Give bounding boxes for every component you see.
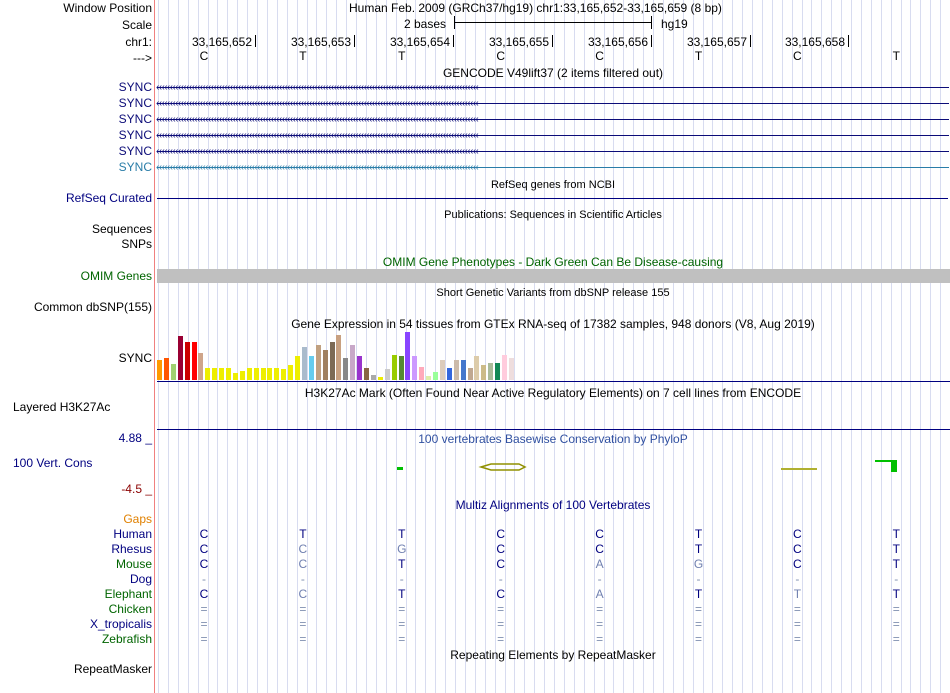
gtex-tissue-bar[interactable] (447, 368, 452, 380)
h3k27ac-baseline (157, 429, 950, 430)
gtex-tissue-bar[interactable] (233, 373, 238, 380)
coord-tick (453, 35, 454, 47)
coord-tick (255, 35, 256, 47)
alignment-base: T (694, 542, 703, 556)
alignment-base: T (892, 527, 900, 541)
coord-label: 33,165,656 (587, 35, 648, 49)
gtex-tissue-bar[interactable] (212, 368, 217, 380)
alignment-base: - (894, 572, 899, 586)
scale-bar (454, 22, 652, 23)
gtex-tissue-bar[interactable] (426, 376, 431, 380)
gtex-tissue-bar[interactable] (433, 372, 438, 380)
alignment-base: = (892, 602, 900, 616)
bases-arrow-label: ---> (133, 51, 152, 65)
coord-tick (552, 35, 553, 47)
gtex-tissue-bar[interactable] (164, 358, 169, 380)
alignment-base: = (596, 617, 604, 631)
alignment-base: = (596, 632, 604, 646)
alignment-base: T (793, 587, 802, 601)
gtex-tissue-bar[interactable] (495, 363, 500, 380)
gtex-tissue-bar[interactable] (336, 335, 341, 380)
alignment-base: = (398, 632, 406, 646)
coord-label: 33,165,652 (191, 35, 252, 49)
alignment-base: - (202, 572, 206, 586)
gtex-tissue-bar[interactable] (399, 356, 404, 380)
coord-tick (848, 35, 849, 47)
dbsnp-track-title[interactable]: Short Genetic Variants from dbSNP release 155 (436, 287, 670, 299)
scale-label[interactable]: Scale (121, 18, 152, 32)
omim-label[interactable]: OMIM Genes (80, 269, 152, 283)
repeatmasker-track-title[interactable]: Repeating Elements by RepeatMasker (450, 648, 656, 662)
scale-bar-right-tick (651, 16, 652, 29)
gtex-tissue-bar[interactable] (192, 342, 197, 380)
gtex-tissue-bar[interactable] (468, 368, 473, 380)
species-label[interactable]: Chicken (108, 602, 152, 616)
gtex-tissue-bar[interactable] (254, 368, 259, 380)
gtex-tissue-bar[interactable] (226, 368, 231, 380)
gtex-tissue-bar[interactable] (364, 368, 369, 380)
gtex-tissue-bar[interactable] (378, 377, 383, 380)
publications-track-title[interactable]: Publications: Sequences in Scientific Articles (444, 209, 662, 221)
coord-tick (750, 35, 751, 47)
gtex-tissue-bar[interactable] (509, 358, 514, 380)
gtex-tissue-bar[interactable] (247, 368, 252, 380)
dbsnp-label[interactable]: Common dbSNP(155) (33, 300, 152, 314)
gtex-tissue-bar[interactable] (454, 360, 459, 380)
alignment-base: T (694, 587, 703, 601)
species-label[interactable]: Dog (129, 572, 152, 586)
gtex-tissue-bar[interactable] (157, 360, 162, 380)
species-label[interactable]: Rhesus (111, 542, 152, 556)
alignment-base: - (300, 572, 305, 586)
alignment-base: A (595, 587, 604, 601)
alignment-base: T (892, 587, 900, 601)
gtex-tissue-bar[interactable] (330, 342, 335, 380)
alignment-base: T (398, 557, 406, 571)
phylop-track-title[interactable]: 100 vertebrates Basewise Conservation by PhyloP (418, 432, 688, 446)
gtex-tissue-bar[interactable] (461, 360, 466, 380)
refseq-label[interactable]: RefSeq Curated (65, 191, 152, 205)
species-label[interactable]: Mouse (115, 557, 152, 571)
coord-label: 33,165,655 (488, 35, 549, 49)
alignment-base: C (199, 527, 209, 541)
alignment-base: = (200, 617, 208, 631)
alignment-base: C (793, 557, 802, 571)
gencode-sync-label[interactable]: SYNC (118, 80, 152, 94)
alignment-base: = (694, 632, 702, 646)
strand-arrows: ‹‹‹‹‹‹‹‹‹‹‹‹‹‹‹‹‹‹‹‹‹‹‹‹‹‹‹‹‹‹‹‹‹‹‹‹‹‹‹‹‹‹‹‹‹‹‹‹‹‹‹‹‹‹‹‹‹‹‹‹‹‹‹‹‹‹‹‹‹‹‹‹‹‹‹‹‹‹‹‹‹‹‹‹‹‹‹‹‹‹‹‹‹‹‹‹‹‹‹‹‹‹‹‹‹‹‹‹‹‹‹‹‹‹‹‹‹‹ (156, 162, 479, 173)
gencode-sync-label[interactable]: SYNC (118, 160, 152, 174)
gtex-tissue-bar[interactable] (171, 364, 176, 380)
gtex-tissue-bar[interactable] (281, 369, 286, 380)
alignment-base: = (299, 617, 307, 631)
gtex-tissue-bar[interactable] (198, 353, 203, 380)
alignment-base: = (200, 632, 208, 646)
gtex-tissue-bar[interactable] (440, 360, 445, 380)
gtex-tissue-bar[interactable] (419, 367, 424, 380)
alignment-base: C (199, 587, 209, 601)
window-position-label[interactable]: Window Position (63, 1, 152, 15)
gencode-sync-label[interactable]: SYNC (118, 112, 152, 126)
species-label[interactable]: Human (113, 527, 152, 541)
base-letter: T (299, 49, 307, 63)
gtex-tissue-bar[interactable] (316, 345, 321, 380)
gencode-sync-label[interactable]: SYNC (118, 96, 152, 110)
scale-assembly: hg19 (661, 17, 688, 31)
alignment-base: = (497, 632, 505, 646)
base-letter: C (793, 49, 802, 63)
alignment-base: T (694, 527, 703, 541)
coord-label: 33,165,657 (686, 35, 747, 49)
gtex-tissue-bar[interactable] (288, 365, 293, 380)
omim-track-title[interactable]: OMIM Gene Phenotypes - Dark Green Can Be Disease-causing (382, 255, 724, 269)
alignment-base: T (398, 527, 406, 541)
alignment-base: C (496, 587, 506, 601)
alignment-base: = (596, 602, 604, 616)
gaps-label[interactable]: Gaps (123, 512, 152, 526)
gtex-track-title[interactable]: Gene Expression in 54 tissues from GTEx RNA-seq of 17382 samples, 948 donors (V8, Aug 2019) (291, 317, 815, 331)
base-letter: T (694, 49, 703, 63)
h3k27ac-label[interactable]: Layered H3K27Ac (13, 400, 111, 414)
gtex-tissue-bar[interactable] (309, 356, 314, 380)
strand-arrows: ‹‹‹‹‹‹‹‹‹‹‹‹‹‹‹‹‹‹‹‹‹‹‹‹‹‹‹‹‹‹‹‹‹‹‹‹‹‹‹‹‹‹‹‹‹‹‹‹‹‹‹‹‹‹‹‹‹‹‹‹‹‹‹‹‹‹‹‹‹‹‹‹‹‹‹‹‹‹‹‹‹‹‹‹‹‹‹‹‹‹‹‹‹‹‹‹‹‹‹‹‹‹‹‹‹‹‹‹‹‹‹‹‹‹‹‹‹‹ (156, 146, 479, 157)
omim-gene-bar[interactable] (157, 269, 950, 283)
scale-bar-left-tick (454, 16, 455, 29)
coord-tick (651, 35, 652, 47)
refseq-track-title[interactable]: RefSeq genes from NCBI (490, 179, 616, 191)
alignment-base: T (299, 527, 307, 541)
coord-label: 33,165,658 (784, 35, 845, 49)
gtex-tissue-bar[interactable] (261, 368, 266, 380)
gtex-tissue-bar[interactable] (481, 365, 486, 380)
phylop-signal (155, 452, 950, 476)
gtex-baseline (157, 381, 950, 382)
alignment-base: C (793, 527, 802, 541)
phylop-peak-4b (891, 460, 897, 472)
alignment-base: = (398, 602, 406, 616)
gencode-sync-label[interactable]: SYNC (118, 128, 152, 142)
cons-label[interactable]: 100 Vert. Cons (13, 456, 93, 470)
gtex-tissue-bar[interactable] (219, 368, 224, 380)
snps-label[interactable]: SNPs (121, 237, 152, 251)
species-label[interactable]: Zebrafish (101, 632, 152, 646)
base-letter: C (199, 49, 209, 63)
alignment-base: C (496, 557, 506, 571)
species-label[interactable]: X_tropicalis (89, 617, 152, 631)
gtex-tissue-bar[interactable] (274, 368, 279, 380)
coord-label: 33,165,653 (290, 35, 351, 49)
alignment-base: - (597, 572, 602, 586)
strand-arrows: ‹‹‹‹‹‹‹‹‹‹‹‹‹‹‹‹‹‹‹‹‹‹‹‹‹‹‹‹‹‹‹‹‹‹‹‹‹‹‹‹‹‹‹‹‹‹‹‹‹‹‹‹‹‹‹‹‹‹‹‹‹‹‹‹‹‹‹‹‹‹‹‹‹‹‹‹‹‹‹‹‹‹‹‹‹‹‹‹‹‹‹‹‹‹‹‹‹‹‹‹‹‹‹‹‹‹‹‹‹‹‹‹‹‹‹‹‹‹ (156, 130, 479, 141)
base-letter: T (398, 49, 406, 63)
alignment-base: - (498, 572, 503, 586)
gtex-tissue-bar[interactable] (357, 356, 362, 380)
alignment-base: C (496, 542, 506, 556)
coord-tick (354, 35, 355, 47)
repeatmasker-label[interactable]: RepeatMasker (73, 662, 152, 676)
alignment-base: = (793, 617, 801, 631)
h3k27ac-track-title[interactable]: H3K27Ac Mark (Often Found Near Active Regulatory Elements) on 7 cell lines from ENCODE (304, 386, 802, 400)
gtex-tissue-bar[interactable] (502, 355, 507, 380)
strand-arrows: ‹‹‹‹‹‹‹‹‹‹‹‹‹‹‹‹‹‹‹‹‹‹‹‹‹‹‹‹‹‹‹‹‹‹‹‹‹‹‹‹‹‹‹‹‹‹‹‹‹‹‹‹‹‹‹‹‹‹‹‹‹‹‹‹‹‹‹‹‹‹‹‹‹‹‹‹‹‹‹‹‹‹‹‹‹‹‹‹‹‹‹‹‹‹‹‹‹‹‹‹‹‹‹‹‹‹‹‹‹‹‹‹‹‹‹‹‹‹ (156, 114, 479, 125)
base-letter: T (892, 49, 900, 63)
base-letter: C (496, 49, 506, 63)
phylop-peak-2 (481, 464, 525, 470)
gtex-tissue-bar[interactable] (295, 356, 300, 380)
alignment-base: - (696, 572, 701, 586)
gtex-sync-label[interactable]: SYNC (118, 351, 152, 365)
gtex-tissue-bar[interactable] (240, 371, 245, 380)
strand-arrows: ‹‹‹‹‹‹‹‹‹‹‹‹‹‹‹‹‹‹‹‹‹‹‹‹‹‹‹‹‹‹‹‹‹‹‹‹‹‹‹‹‹‹‹‹‹‹‹‹‹‹‹‹‹‹‹‹‹‹‹‹‹‹‹‹‹‹‹‹‹‹‹‹‹‹‹‹‹‹‹‹‹‹‹‹‹‹‹‹‹‹‹‹‹‹‹‹‹‹‹‹‹‹‹‹‹‹‹‹‹‹‹‹‹‹‹‹‹‹ (156, 98, 479, 109)
gtex-tissue-bar[interactable] (323, 350, 328, 380)
scale-text: 2 bases (404, 17, 447, 31)
alignment-base: = (200, 602, 208, 616)
alignment-base: = (398, 617, 406, 631)
gtex-tissue-bar[interactable] (350, 345, 355, 380)
alignment-base: C (595, 542, 604, 556)
phylop-peak-1 (397, 467, 403, 470)
alignment-base: - (399, 572, 404, 586)
alignment-base: = (299, 632, 307, 646)
alignment-base: T (892, 557, 900, 571)
multiz-track-title[interactable]: Multiz Alignments of 100 Vertebrates (455, 498, 651, 512)
alignment-base: C (298, 557, 308, 571)
cons-min-label: -4.5 _ (121, 482, 152, 496)
alignment-base: T (398, 587, 406, 601)
alignment-base: = (299, 602, 307, 616)
alignment-base: = (892, 632, 900, 646)
sequences-label[interactable]: Sequences (91, 222, 152, 236)
gtex-tissue-bar[interactable] (412, 356, 417, 380)
alignment-base: = (793, 602, 801, 616)
alignment-base: = (892, 617, 900, 631)
alignment-base: = (793, 632, 801, 646)
gtex-tissue-bar[interactable] (185, 342, 190, 380)
alignment-base: = (694, 617, 702, 631)
chr-label[interactable]: chr1: (125, 35, 152, 49)
refseq-gene-line[interactable] (157, 198, 948, 199)
alignment-base: = (497, 617, 505, 631)
alignment-base: A (595, 557, 604, 571)
gtex-tissue-bar[interactable] (474, 356, 479, 380)
gtex-tissue-bar[interactable] (392, 355, 397, 380)
alignment-base: T (892, 542, 900, 556)
gtex-tissue-bar[interactable] (178, 336, 183, 380)
alignment-base: - (795, 572, 800, 586)
base-letter: C (595, 49, 604, 63)
gtex-tissue-bar[interactable] (385, 369, 390, 380)
gtex-tissue-bar[interactable] (405, 332, 410, 380)
coord-label: 33,165,654 (389, 35, 450, 49)
gencode-sync-label[interactable]: SYNC (118, 144, 152, 158)
strand-arrows: ‹‹‹‹‹‹‹‹‹‹‹‹‹‹‹‹‹‹‹‹‹‹‹‹‹‹‹‹‹‹‹‹‹‹‹‹‹‹‹‹‹‹‹‹‹‹‹‹‹‹‹‹‹‹‹‹‹‹‹‹‹‹‹‹‹‹‹‹‹‹‹‹‹‹‹‹‹‹‹‹‹‹‹‹‹‹‹‹‹‹‹‹‹‹‹‹‹‹‹‹‹‹‹‹‹‹‹‹‹‹‹‹‹‹‹‹‹‹ (156, 82, 479, 93)
alignment-base: G (397, 542, 407, 556)
gencode-track-title[interactable]: GENCODE V49lift37 (2 items filtered out) (442, 66, 664, 80)
window-position-text: Human Feb. 2009 (GRCh37/hg19) chr1:33,165,652-33,165,659 (8 bp) (349, 1, 722, 15)
gtex-tissue-bar[interactable] (302, 347, 307, 380)
gtex-tissue-bar[interactable] (488, 363, 493, 380)
species-label[interactable]: Elephant (104, 587, 152, 601)
alignment-base: = (694, 602, 702, 616)
gtex-tissue-bar[interactable] (267, 368, 272, 380)
gtex-tissue-bar[interactable] (343, 358, 348, 380)
alignment-base: C (199, 542, 209, 556)
alignment-base: C (496, 527, 506, 541)
alignment-base: C (199, 557, 209, 571)
alignment-base: C (298, 587, 308, 601)
alignment-base: G (693, 557, 704, 571)
alignment-base: = (497, 602, 505, 616)
gtex-tissue-bar[interactable] (205, 368, 210, 380)
alignment-base: C (793, 542, 802, 556)
cons-max-label: 4.88 _ (118, 431, 152, 445)
label-divider (154, 0, 155, 693)
alignment-base: C (298, 542, 308, 556)
alignment-base: C (595, 527, 604, 541)
gtex-tissue-bar[interactable] (371, 375, 376, 380)
